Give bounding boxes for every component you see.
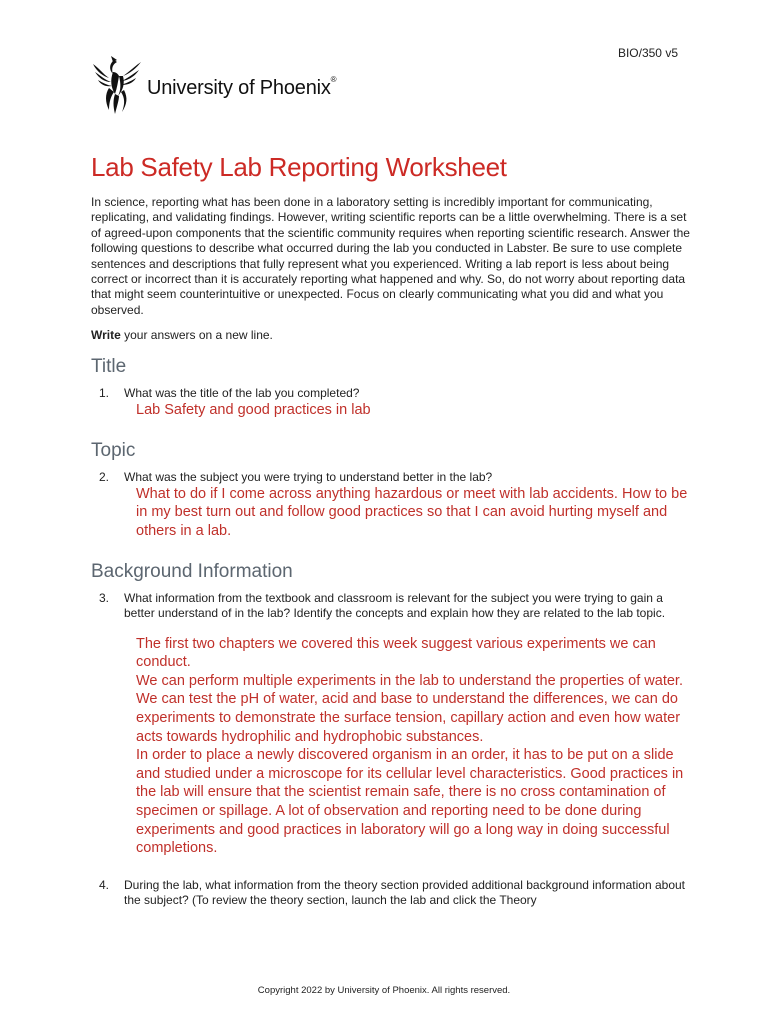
answer-3-paragraph-3: In order to place a newly discovered organism in an order, it has to be put on a slide and studied under a microscope for its cellular level characteristics. Good practices in the lab will ensure that the scientist remain safe, there is no cross contamination of specimen or spillage. A lot of observation and reporting need to be done during experiments and good practices in laboratory will go a long way in doing successful completions. — [136, 747, 684, 857]
registered-mark: ® — [330, 74, 337, 84]
question-number: 3. — [98, 590, 109, 605]
answer-3 — [136, 635, 691, 858]
answer-3-paragraph-1: The first two chapters we covered this week suggest various experiments we can conduct. — [136, 635, 656, 671]
answer-1: Lab Safety and good practices in lab — [136, 402, 371, 419]
copyright-footer: Copyright 2022 by University of Phoenix. All rights reserved. — [257, 985, 511, 996]
university-name: University of Phoenix® — [147, 74, 337, 99]
instruction-bold: Write — [91, 328, 121, 343]
question-text: What information from the textbook and classroom is relevant for the subject you were trying to gain a better understand of in the lab? Identify the concepts and explain how they are related to the lab topic. — [124, 590, 666, 620]
answer-3-paragraph-2: We can perform multiple experiments in the lab to understand the properties of water. We can test the pH of water, acid and base to understand the differences, we can do experiments to demonstrate the surface tension, capillary action and even how water acts towards hydrophilic and hydrophobic substances. — [136, 672, 683, 745]
question-number: 2. — [98, 469, 109, 484]
section-heading-title: Title — [91, 356, 127, 378]
instruction-rest: your answers on a new line. — [120, 328, 273, 343]
question-1 — [91, 386, 691, 401]
intro-paragraph: In science, reporting what has been done in a laboratory setting is incredibly important for communicating, replicating, and validating findings. However, writing scientific reports can be a little overwhelming. There is a set of agreed-upon components that the scientific community requires when reporting scientific research. Answer the following questions to describe what occurred during the lab you conducted in Labster. Be sure to use complete sentences and descriptions that fully represent what you experienced. Writing a lab report is less about being correct or incorrect than it is accurately reporting what happened and why. So, do not worry about reporting data that might seem counterintuitive or unexpected. Focus on clearly communicating what you did and what you observed. — [91, 195, 690, 317]
question-text: What was the subject you were trying to understand better in the lab? — [124, 469, 493, 484]
question-2 — [91, 470, 691, 485]
university-logo — [91, 54, 336, 116]
question-number: 4. — [98, 877, 109, 892]
question-number: 1. — [98, 386, 109, 401]
answer-2: What to do if I come across anything hazardous or meet with lab accidents. How to be in my best turn out and follow good practices so that I can avoid hurting myself and others in a lab. — [136, 485, 688, 540]
section-heading-background: Background Information — [91, 560, 293, 582]
worksheet-content — [91, 152, 691, 908]
phoenix-bird-icon — [91, 54, 143, 116]
worksheet-title: Lab Safety Lab Reporting Worksheet — [91, 152, 507, 182]
question-4 — [91, 878, 691, 908]
question-text: During the lab, what information from the theory section provided additional background information about the subject? (To review the theory section, launch the lab and click the Theory — [124, 877, 685, 907]
course-code: BIO/350 v5 — [617, 46, 678, 60]
section-heading-topic: Topic — [91, 439, 136, 461]
question-3 — [91, 591, 691, 621]
instruction-line — [91, 328, 691, 342]
question-text: What was the title of the lab you completed? — [124, 386, 360, 401]
